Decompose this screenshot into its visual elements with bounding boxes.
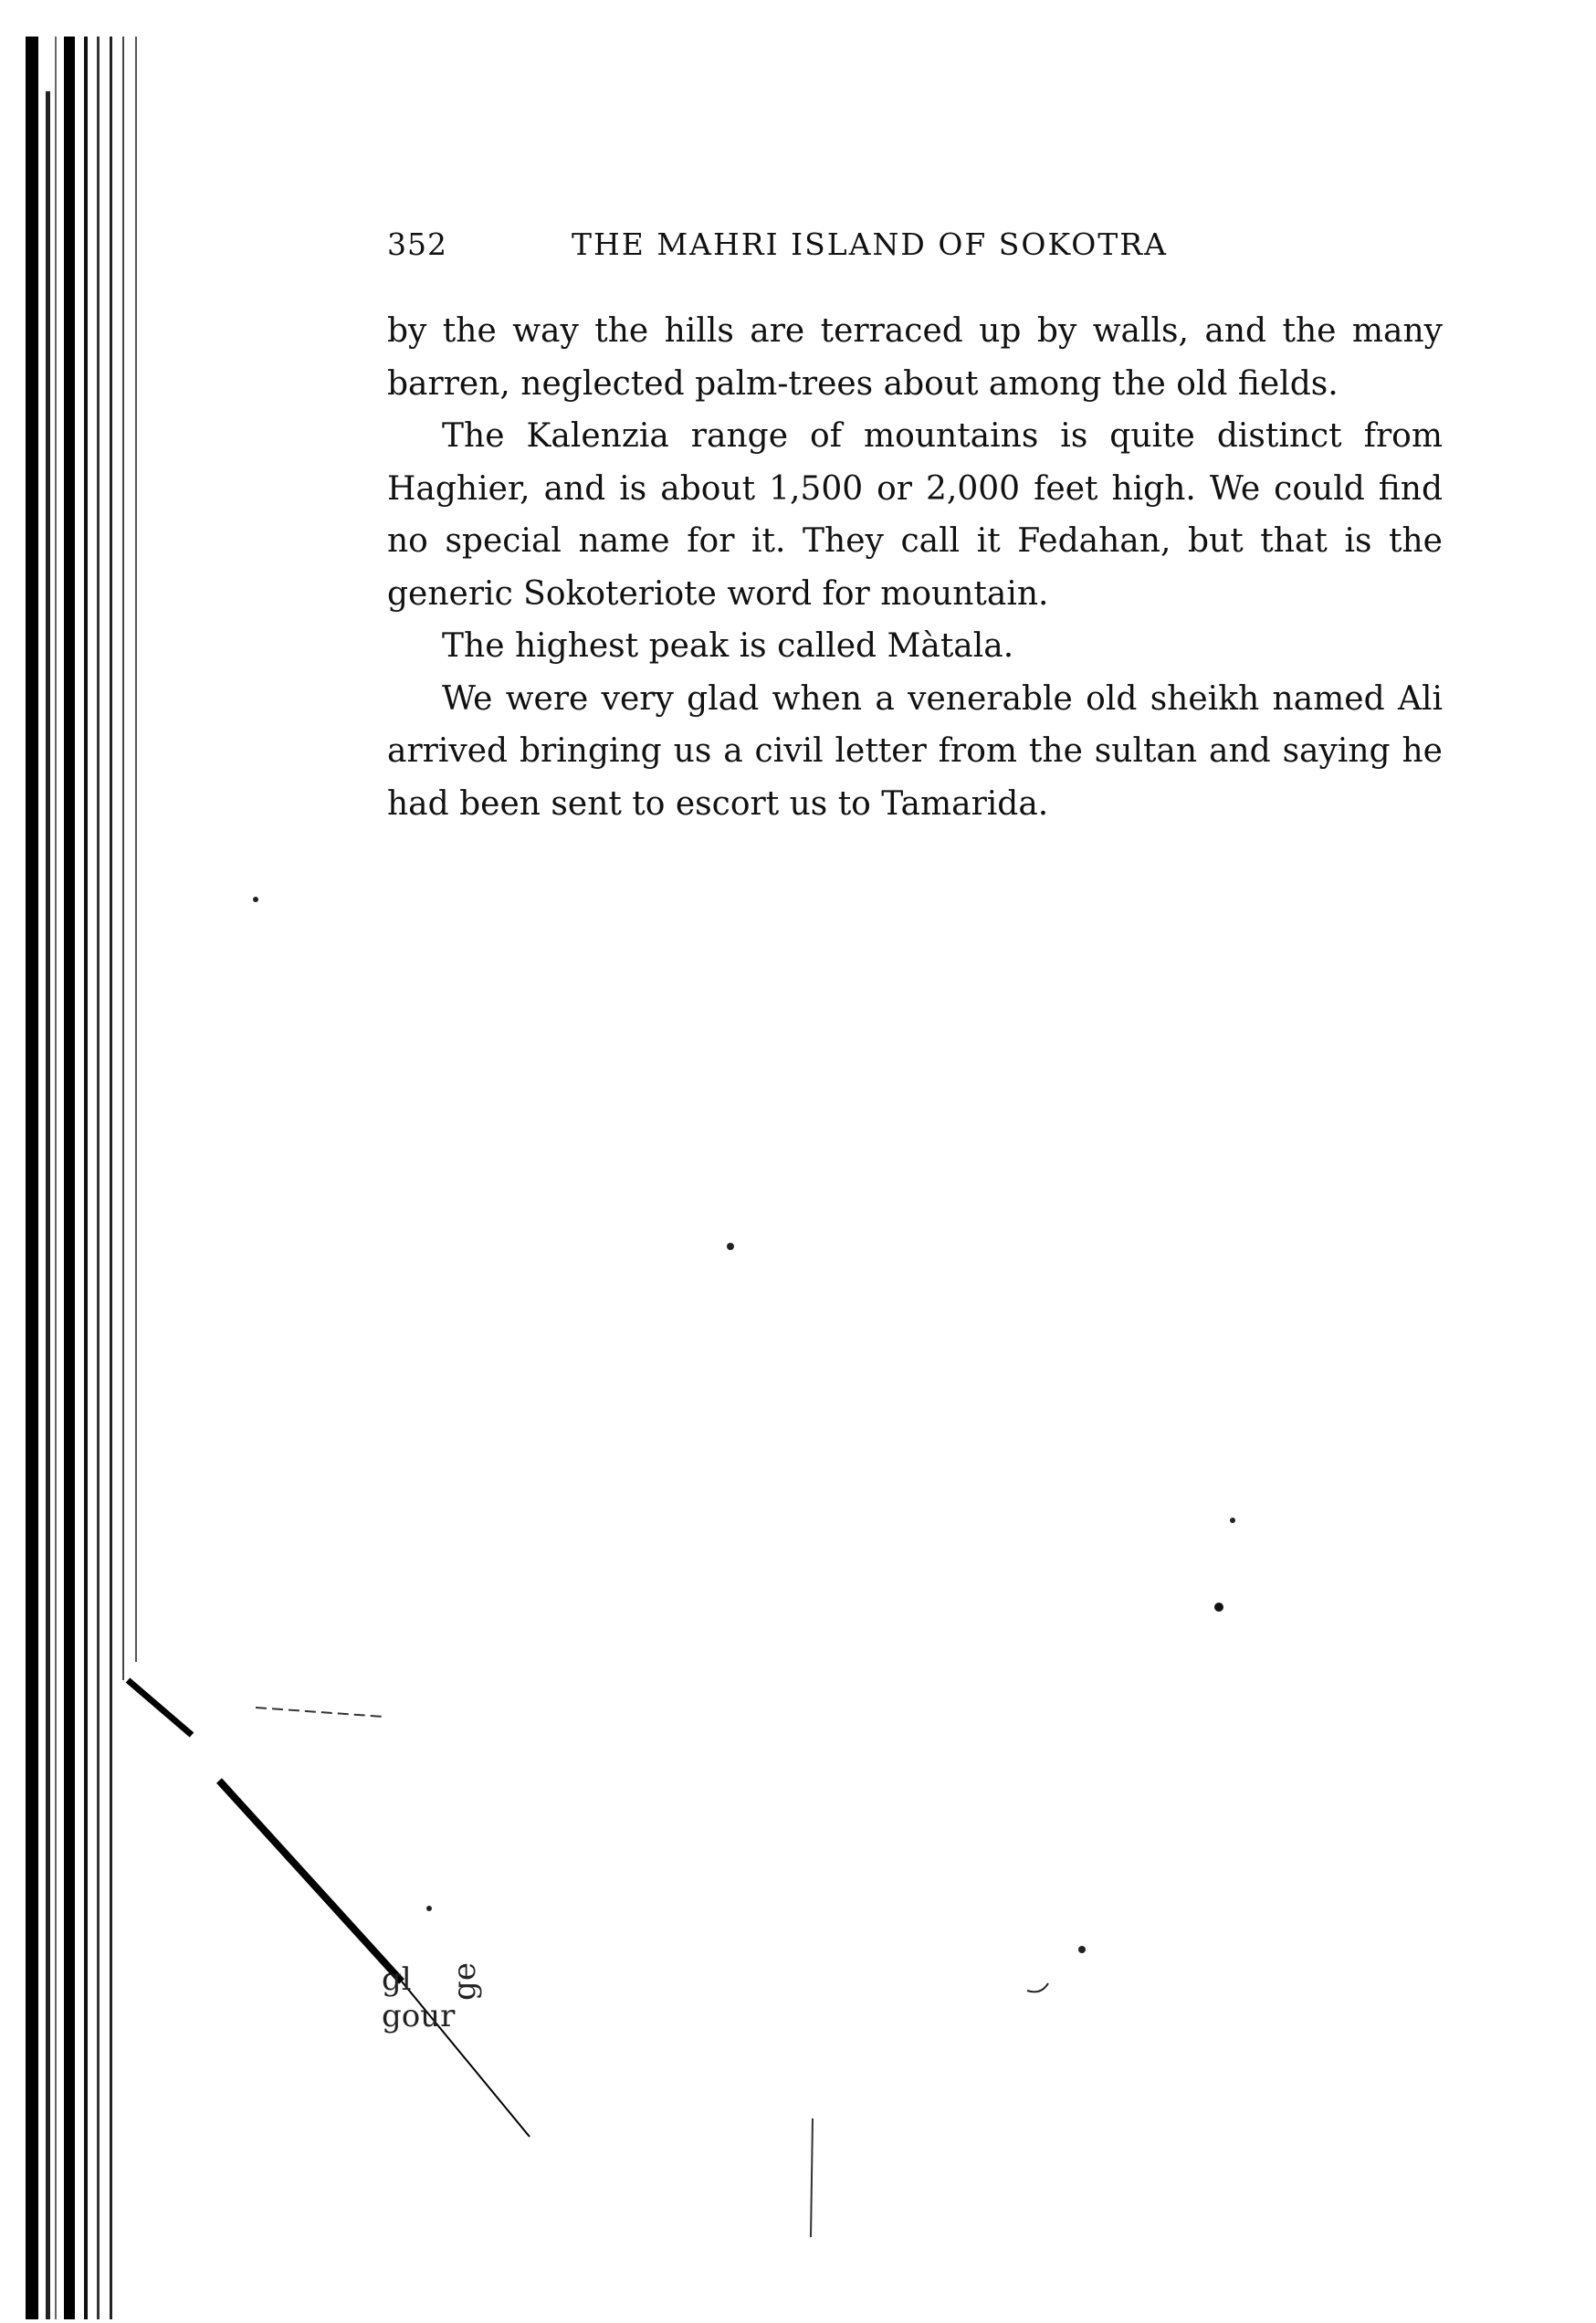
- paragraph: by the way the hills are terraced up by walls, and the many barren, neglected palm-trees about among the old fields.: [387, 312, 1443, 403]
- paragraph: We were very glad when a venerable old sheikh named Ali arrived bringing us a civil letter from the sultan and saying he had been sent to escort us to Tamarida.: [387, 679, 1443, 823]
- page-header: [387, 226, 1446, 272]
- binding-gutter: [0, 37, 155, 2319]
- body-text: [387, 305, 1443, 830]
- page-number: 352: [387, 226, 447, 262]
- binding-edge-graphic: [0, 37, 155, 2319]
- page-fragment-text: gl: [382, 1961, 412, 1998]
- running-title: THE MAHRI ISLAND OF SOKOTRA: [572, 226, 1168, 262]
- paragraph: The highest peak is called Màtala.: [442, 627, 1014, 665]
- page-fragment-text: gour: [382, 1998, 456, 2034]
- page-fragment-text-rotated: ge: [446, 1962, 483, 2001]
- paragraph: The Kalenzia range of mountains is quite distinct from Haghier, and is about 1,500 or 2,000 feet high. We could find no special name for it. They call it Fedahan, but that is the generic Sokoteriote word for mountain.: [387, 417, 1443, 613]
